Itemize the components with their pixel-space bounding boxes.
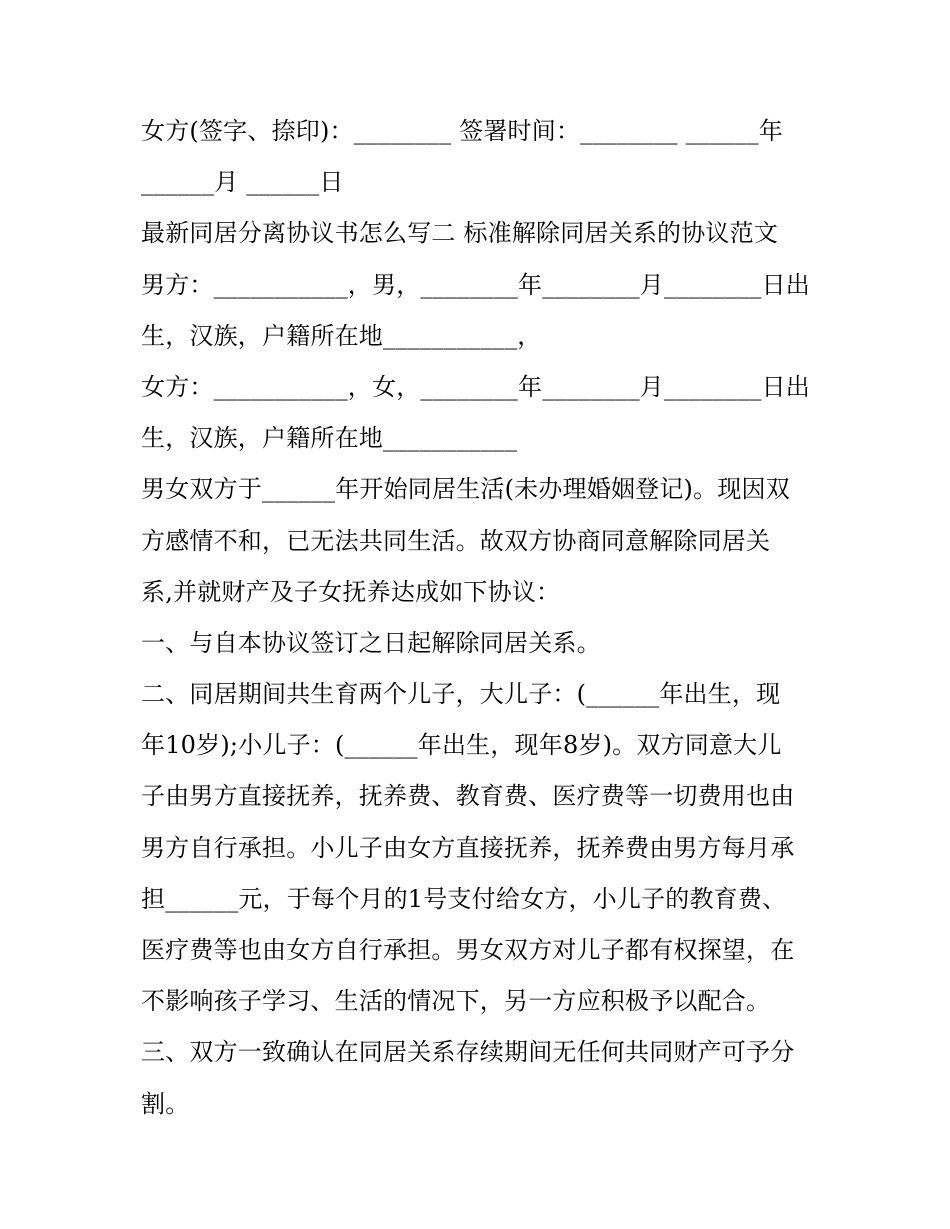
party-female-line-2: 生，汉族，户籍所在地___________ — [141, 424, 518, 453]
clause-2-line-2: 年10岁);小儿子：(______年出生，现年8岁)。双方同意大儿 — [141, 731, 782, 760]
clause-3-line-2: 割。 — [141, 1089, 190, 1118]
clause-2-line-1: 二、同居期间共生育两个儿子，大儿子：(______年出生，现 — [141, 680, 781, 709]
clause-2-line-4: 男方自行承担。小儿子由女方直接抚养，抚养费由男方每月承 — [141, 833, 795, 862]
party-female-line-1: 女方：___________，女，________年________月________日出 — [141, 372, 810, 401]
preamble-line-2: 方感情不和，已无法共同生活。故双方协商同意解除同居关 — [141, 526, 771, 555]
clause-2-line-5: 担______元，于每个月的1号支付给女方，小儿子的教育费、 — [141, 884, 787, 913]
party-male-line-1: 男方：___________，男，________年________月________日出 — [141, 270, 810, 299]
clause-2-line-6: 医疗费等也由女方自行承担。男女双方对儿子都有权探望，在 — [141, 936, 795, 964]
clause-3-line-1: 三、双方一致确认在同居关系存续期间无任何共同财产可予分 — [141, 1038, 795, 1067]
document-title: 最新同居分离协议书怎么写二 标准解除同居关系的协议范文 — [141, 219, 779, 248]
document-page — [141, 106, 821, 1130]
clause-2-line-3: 子由男方直接抚养，抚养费、教育费、医疗费等一切费用也由 — [141, 782, 795, 811]
signature-line-female: 女方(签字、捺印)：________ 签署时间：________ ______年 — [141, 117, 783, 145]
clause-1: 一、与自本协议签订之日起解除同居关系。 — [141, 628, 601, 657]
preamble-line-1: 男女双方于______年开始同居生活(未办理婚姻登记)。现因双 — [141, 475, 790, 504]
preamble-line-3: 系,并就财产及子女抚养达成如下协议： — [141, 577, 561, 606]
clause-2-line-7: 不影响孩子学习、生活的情况下，另一方应积极予以配合。 — [141, 987, 771, 1016]
party-male-line-2: 生，汉族，户籍所在地___________， — [141, 321, 542, 350]
signature-date-line: ______月 ______日 — [141, 168, 344, 197]
